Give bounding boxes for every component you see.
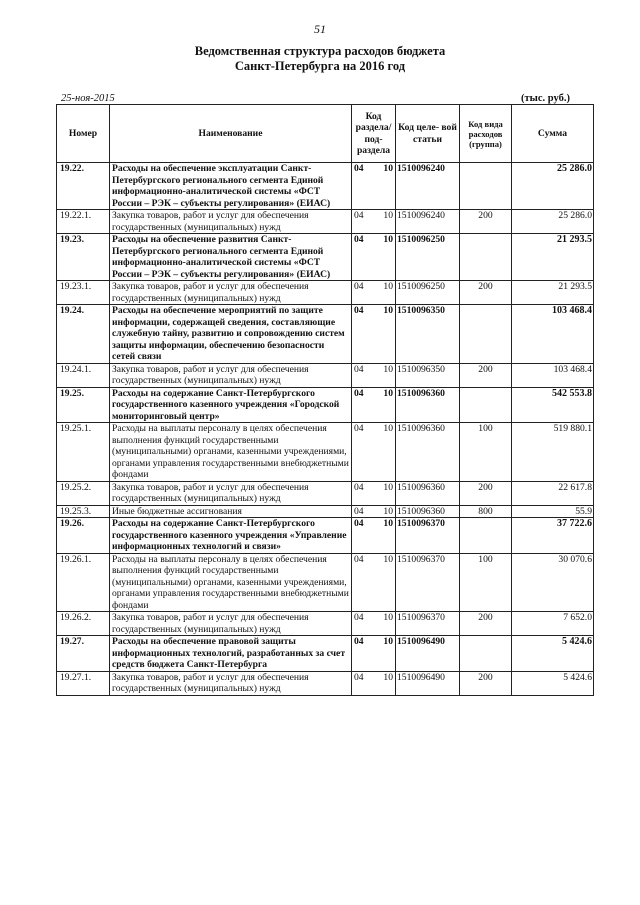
row-sum: 21 293.5 (512, 234, 594, 281)
row-sum: 5 424.6 (512, 671, 594, 695)
row-name: Расходы на содержание Санкт-Петербургского государственного казенного учреждения «Управление информационных технологий и связи» (110, 518, 352, 554)
row-article-code: 1510096490 (396, 671, 460, 695)
row-article-code: 1510096250 (396, 281, 460, 305)
subsection-code: 10 (383, 553, 393, 565)
row-number: 19.25.1. (57, 423, 110, 482)
row-name: Расходы на обеспечение эксплуатации Санкт-Петербургского регионального сегмента Единой информационно-аналитической системы «ФСТ России – РЭК – субъекты регулирования» (ЕИАС) (110, 163, 352, 210)
row-number: 19.22. (57, 163, 110, 210)
row-sum: 519 880.1 (512, 423, 594, 482)
row-number: 19.23. (57, 234, 110, 281)
row-article-code: 1510096360 (396, 481, 460, 505)
table-header-row (57, 105, 594, 163)
row-name: Расходы на выплаты персоналу в целях обеспечения выполнения функций государственными (муниципальными) органами, казенными учреждениями, органами управления государственными внебюджетными фондами (110, 423, 352, 482)
table-row (57, 553, 594, 612)
row-section-code (352, 505, 396, 518)
row-number: 19.27. (57, 636, 110, 672)
title-line-1: Ведомственная структура расходов бюджета (194, 44, 446, 58)
table-row (57, 210, 594, 234)
section-code: 04 (354, 363, 364, 375)
subsection-code: 10 (383, 387, 393, 399)
row-section-code (352, 423, 396, 482)
subsection-code: 10 (383, 671, 393, 683)
row-name: Расходы на содержание Санкт-Петербургского государственного казенного учреждения «Городской мониторинговый центр» (110, 387, 352, 423)
header-kind: Код вида расходов (группа) (460, 105, 512, 163)
row-article-code: 1510096350 (396, 363, 460, 387)
row-number: 19.27.1. (57, 671, 110, 695)
subsection-code: 10 (383, 423, 393, 434)
row-section-code (352, 234, 396, 281)
table-row (57, 305, 594, 364)
row-kind-code (460, 234, 512, 281)
subsection-code: 10 (383, 505, 393, 517)
section-code: 04 (354, 163, 364, 174)
section-code: 04 (354, 612, 364, 623)
row-article-code: 1510096250 (396, 234, 460, 281)
table-row (57, 612, 594, 636)
row-name: Закупка товаров, работ и услуг для обеспечения государственных (муниципальных) нужд (110, 481, 352, 505)
section-code: 04 (354, 518, 364, 529)
title-line-2: Санкт-Петербурга на 2016 год (234, 59, 406, 73)
row-kind-code: 200 (460, 481, 512, 505)
row-number: 19.24.1. (57, 363, 110, 387)
subsection-code: 10 (383, 210, 393, 221)
row-kind-code: 200 (460, 612, 512, 636)
section-code: 04 (354, 505, 364, 517)
row-name: Закупка товаров, работ и услуг для обеспечения государственных (муниципальных) нужд (110, 612, 352, 636)
row-article-code: 1510096490 (396, 636, 460, 672)
section-code: 04 (354, 423, 364, 434)
document-title (0, 44, 640, 74)
row-name: Расходы на обеспечение мероприятий по защите информации, содержащей сведения, составляющие служебную тайну, развитию и сопровождению систем защиты информации, обеспечению безопасности сетей связи (110, 305, 352, 364)
row-name: Закупка товаров, работ и услуг для обеспечения государственных (муниципальных) нужд (110, 281, 352, 305)
subsection-code: 10 (383, 305, 393, 316)
row-kind-code: 100 (460, 423, 512, 482)
subsection-code: 10 (383, 518, 393, 529)
row-number: 19.25.2. (57, 481, 110, 505)
row-section-code (352, 518, 396, 554)
subsection-code: 10 (383, 363, 393, 375)
row-kind-code: 200 (460, 363, 512, 387)
row-number: 19.25.3. (57, 505, 110, 518)
row-kind-code (460, 387, 512, 423)
subsection-code: 10 (383, 234, 393, 245)
row-name: Иные бюджетные ассигнования (110, 505, 352, 518)
page-number: 51 (314, 22, 326, 36)
row-sum: 25 286.0 (512, 163, 594, 210)
row-name: Закупка товаров, работ и услуг для обеспечения государственных (муниципальных) нужд (110, 210, 352, 234)
row-kind-code (460, 163, 512, 210)
table-row (57, 671, 594, 695)
section-code: 04 (354, 636, 364, 647)
row-kind-code: 200 (460, 210, 512, 234)
row-kind-code: 800 (460, 505, 512, 518)
section-code: 04 (354, 481, 364, 493)
row-number: 19.25. (57, 387, 110, 423)
row-section-code (352, 210, 396, 234)
row-sum: 5 424.6 (512, 636, 594, 672)
table-row (57, 505, 594, 518)
subsection-code: 10 (383, 636, 393, 647)
row-article-code: 1510096360 (396, 387, 460, 423)
table-row (57, 518, 594, 554)
subsection-code: 10 (383, 163, 393, 174)
row-article-code: 1510096240 (396, 163, 460, 210)
section-code: 04 (354, 305, 364, 316)
section-code: 04 (354, 281, 364, 292)
row-sum: 542 553.8 (512, 387, 594, 423)
section-code: 04 (354, 553, 364, 565)
row-kind-code: 100 (460, 553, 512, 612)
row-article-code: 1510096350 (396, 305, 460, 364)
header-article: Код целе- вой статьи (396, 105, 460, 163)
header-section: Код раздела/ под- раздела (352, 105, 396, 163)
row-article-code: 1510096370 (396, 612, 460, 636)
row-sum: 37 722.6 (512, 518, 594, 554)
header-sum: Сумма (512, 105, 594, 163)
table-row (57, 481, 594, 505)
table-row (57, 163, 594, 210)
section-code: 04 (354, 671, 364, 683)
row-section-code (352, 553, 396, 612)
section-code: 04 (354, 210, 364, 221)
table-row (57, 281, 594, 305)
row-section-code (352, 481, 396, 505)
budget-table (56, 104, 594, 696)
row-sum: 22 617.8 (512, 481, 594, 505)
row-article-code: 1510096360 (396, 423, 460, 482)
row-number: 19.26. (57, 518, 110, 554)
row-name: Расходы на обеспечение развития Санкт-Петербургского регионального сегмента Единой информационно-аналитической системы «ФСТ России – РЭК – субъекты регулирования» (ЕИАС) (110, 234, 352, 281)
row-number: 19.22.1. (57, 210, 110, 234)
row-section-code (352, 387, 396, 423)
row-article-code: 1510096240 (396, 210, 460, 234)
table-row (57, 636, 594, 672)
row-kind-code (460, 636, 512, 672)
row-kind-code: 200 (460, 281, 512, 305)
subsection-code: 10 (383, 281, 393, 292)
table-row (57, 363, 594, 387)
section-code: 04 (354, 387, 364, 399)
row-section-code (352, 305, 396, 364)
table-row (57, 387, 594, 423)
header-name: Наименование (110, 105, 352, 163)
row-number: 19.26.2. (57, 612, 110, 636)
row-sum: 103 468.4 (512, 363, 594, 387)
header-number: Номер (57, 105, 110, 163)
row-sum: 30 070.6 (512, 553, 594, 612)
row-sum: 21 293.5 (512, 281, 594, 305)
table-body (57, 163, 594, 696)
units-label: (тыс. руб.) (521, 93, 570, 104)
row-article-code: 1510096370 (396, 518, 460, 554)
row-article-code: 1510096360 (396, 505, 460, 518)
section-code: 04 (354, 234, 364, 245)
document-date: 25-ноя-2015 (61, 93, 115, 104)
row-kind-code (460, 518, 512, 554)
row-name: Закупка товаров, работ и услуг для обеспечения государственных (муниципальных) нужд (110, 363, 352, 387)
row-section-code (352, 163, 396, 210)
subsection-code: 10 (383, 612, 393, 623)
row-sum: 25 286.0 (512, 210, 594, 234)
row-sum: 103 468.4 (512, 305, 594, 364)
row-article-code: 1510096370 (396, 553, 460, 612)
row-section-code (352, 671, 396, 695)
table-row (57, 423, 594, 482)
row-name: Расходы на выплаты персоналу в целях обеспечения выполнения функций государственными (муниципальными) органами, казенными учреждениями, органами управления государственными внебюджетными фондами (110, 553, 352, 612)
row-section-code (352, 612, 396, 636)
row-number: 19.26.1. (57, 553, 110, 612)
row-sum: 55.9 (512, 505, 594, 518)
row-number: 19.24. (57, 305, 110, 364)
row-section-code (352, 281, 396, 305)
row-name: Расходы на обеспечение правовой защиты информационных технологий, разработанных за счет средств бюджета Санкт-Петербурга (110, 636, 352, 672)
row-kind-code: 200 (460, 671, 512, 695)
row-number: 19.23.1. (57, 281, 110, 305)
row-sum: 7 652.0 (512, 612, 594, 636)
row-section-code (352, 363, 396, 387)
row-name: Закупка товаров, работ и услуг для обеспечения государственных (муниципальных) нужд (110, 671, 352, 695)
row-section-code (352, 636, 396, 672)
subsection-code: 10 (383, 481, 393, 493)
table-row (57, 234, 594, 281)
row-kind-code (460, 305, 512, 364)
